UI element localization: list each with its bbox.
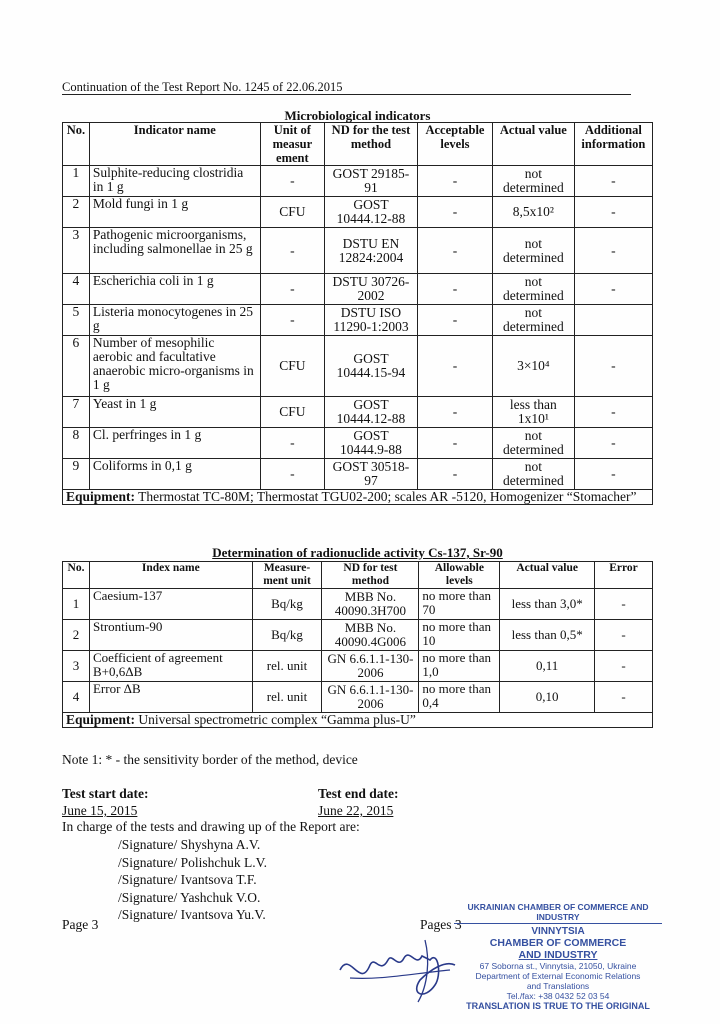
row-number: 8	[63, 428, 90, 459]
micro-column-header: Actual value	[493, 123, 575, 166]
signature-line: /Signature/ Yashchuk V.O.	[118, 889, 261, 905]
acceptable-level: -	[417, 305, 492, 336]
table-row	[63, 620, 653, 651]
actual-value: 3×10⁴	[493, 336, 575, 397]
additional-info: -	[574, 197, 652, 228]
row-number: 1	[63, 589, 90, 620]
nd-method: GOST 30518-97	[325, 459, 418, 490]
stamp-line: AND INDUSTRY	[518, 949, 598, 961]
additional-info: -	[574, 166, 652, 197]
additional-info: -	[574, 397, 652, 428]
index-name: Error ΔB	[89, 682, 252, 713]
handwritten-signature-icon	[330, 930, 470, 1010]
actual-value: not determined	[493, 166, 575, 197]
row-number: 5	[63, 305, 90, 336]
row-number: 6	[63, 336, 90, 397]
index-name: Strontium-90	[89, 620, 252, 651]
index-name: Coefficient of agreement B+0,6ΔB	[89, 651, 252, 682]
table-row	[63, 305, 653, 336]
radio-equipment-label: Equipment:	[66, 712, 136, 727]
indicator-name: Escherichia coli in 1 g	[89, 274, 260, 305]
table-row	[63, 228, 653, 274]
radio-table-body	[63, 589, 653, 713]
unit-value: CFU	[260, 336, 324, 397]
microbiological-table	[62, 109, 653, 505]
page-number: Page 3	[62, 917, 99, 932]
additional-info: -	[574, 336, 652, 397]
acceptable-level: -	[417, 459, 492, 490]
nd-method: GOST 10444.12-88	[325, 397, 418, 428]
test-end-date: June 22, 2015	[318, 803, 394, 818]
unit-value: rel. unit	[252, 651, 322, 682]
test-end-label: Test end date:	[318, 786, 399, 801]
unit-value: -	[260, 274, 324, 305]
table-row	[63, 651, 653, 682]
unit-value: -	[260, 305, 324, 336]
radio-column-header: ND for test method	[322, 562, 419, 589]
allowable-level: no more than 10	[419, 620, 500, 651]
radio-equipment-text: Universal spectrometric complex “Gamma plus-U”	[135, 712, 416, 727]
acceptable-level: -	[417, 397, 492, 428]
table-row	[63, 428, 653, 459]
signature-list	[118, 836, 267, 924]
allowable-level: no more than 70	[419, 589, 500, 620]
nd-method: DSTU ISO 11290-1:2003	[325, 305, 418, 336]
test-start-label: Test start date:	[62, 786, 149, 801]
nd-method: GN 6.6.1.1-130-2006	[322, 651, 419, 682]
signature-line: /Signature/ Ivantsova Yu.V.	[118, 907, 266, 922]
actual-value: 0,10	[500, 682, 595, 713]
stamp-line: VINNYTSIA	[531, 926, 585, 937]
acceptable-level: -	[417, 197, 492, 228]
report-continuation-header: Continuation of the Test Report No. 1245 of 22.06.2015	[62, 80, 343, 94]
row-number: 9	[63, 459, 90, 490]
micro-table-title: Microbiological indicators	[63, 109, 653, 123]
sensitivity-note: Note 1: * - the sensitivity border of the method, device	[62, 752, 358, 767]
radio-table-title: Determination of radionuclide activity Cs-137, Sr-90	[212, 545, 503, 560]
micro-equipment-label: Equipment:	[66, 489, 136, 504]
header-underline	[62, 94, 631, 95]
additional-info: -	[574, 459, 652, 490]
acceptable-level: -	[417, 228, 492, 274]
actual-value: not determined	[493, 305, 575, 336]
row-number: 2	[63, 197, 90, 228]
translation-stamp	[454, 902, 662, 1011]
actual-value: 8,5x10²	[493, 197, 575, 228]
micro-column-header: ND for the test method	[325, 123, 418, 166]
indicator-name: Yeast in 1 g	[89, 397, 260, 428]
micro-column-header: Acceptable levels	[417, 123, 492, 166]
nd-method: GOST 10444.9-88	[325, 428, 418, 459]
actual-value: less than 1x10¹	[493, 397, 575, 428]
in-charge-line: In charge of the tests and drawing up of the Report are:	[62, 819, 360, 834]
allowable-level: no more than 0,4	[419, 682, 500, 713]
index-name: Caesium-137	[89, 589, 252, 620]
table-row	[63, 682, 653, 713]
nd-method: DSTU 30726-2002	[325, 274, 418, 305]
row-number: 2	[63, 620, 90, 651]
row-number: 7	[63, 397, 90, 428]
table-row	[63, 274, 653, 305]
unit-value: CFU	[260, 197, 324, 228]
actual-value: not determined	[493, 459, 575, 490]
radio-column-header: Actual value	[500, 562, 595, 589]
nd-method: GOST 10444.12-88	[325, 197, 418, 228]
unit-value: Bq/kg	[252, 589, 322, 620]
stamp-line: UKRAINIAN CHAMBER OF COMMERCE AND INDUSTRY	[454, 902, 662, 924]
error-value: -	[595, 651, 653, 682]
nd-method: MBB No. 40090.4G006	[322, 620, 419, 651]
stamp-line: CHAMBER OF COMMERCE	[489, 937, 627, 949]
stamp-line: TRANSLATION IS TRUE TO THE ORIGINAL	[466, 1001, 650, 1011]
test-start-date: June 15, 2015	[62, 803, 138, 818]
radionuclide-table	[62, 561, 653, 728]
radio-column-header: Allowable levels	[419, 562, 500, 589]
table-row	[63, 336, 653, 397]
acceptable-level: -	[417, 336, 492, 397]
row-number: 1	[63, 166, 90, 197]
indicator-name: Cl. perfringes in 1 g	[89, 428, 260, 459]
unit-value: -	[260, 166, 324, 197]
indicator-name: Listeria monocytogenes in 25 g	[89, 305, 260, 336]
micro-column-header: Additional information	[574, 123, 652, 166]
error-value: -	[595, 682, 653, 713]
actual-value: not determined	[493, 228, 575, 274]
acceptable-level: -	[417, 428, 492, 459]
table-row	[63, 197, 653, 228]
nd-method: MBB No. 40090.3H700	[322, 589, 419, 620]
actual-value: less than 0,5*	[500, 620, 595, 651]
indicator-name: Sulphite-reducing clostridia in 1 g	[89, 166, 260, 197]
indicator-name: Mold fungi in 1 g	[89, 197, 260, 228]
micro-column-header: No.	[63, 123, 90, 166]
additional-info: -	[574, 274, 652, 305]
error-value: -	[595, 620, 653, 651]
additional-info: -	[574, 428, 652, 459]
nd-method: DSTU EN 12824:2004	[325, 228, 418, 274]
stamp-line: Department of External Economic Relations	[475, 971, 641, 981]
signature-line: /Signature/ Ivantsova T.F.	[118, 872, 257, 887]
unit-value: Bq/kg	[252, 620, 322, 651]
additional-info: -	[574, 228, 652, 274]
micro-equipment-cell	[63, 490, 653, 505]
actual-value: 0,11	[500, 651, 595, 682]
allowable-level: no more than 1,0	[419, 651, 500, 682]
error-value: -	[595, 589, 653, 620]
pages-total: Pages 3	[420, 917, 462, 932]
nd-method: GN 6.6.1.1-130-2006	[322, 682, 419, 713]
table-row	[63, 459, 653, 490]
radio-equipment-cell	[63, 713, 653, 728]
radio-column-header: Index name	[89, 562, 252, 589]
table-row	[63, 166, 653, 197]
unit-value: CFU	[260, 397, 324, 428]
nd-method: GOST 10444.15-94	[325, 336, 418, 397]
stamp-line: 67 Soborna st., Vinnytsia, 21050, Ukraine	[479, 961, 637, 971]
indicator-name: Coliforms in 0,1 g	[89, 459, 260, 490]
unit-value: -	[260, 428, 324, 459]
micro-equipment-text: Thermostat TC-80M; Thermostat TGU02-200; scales AR -5120, Homogenizer “Stomacher”	[135, 489, 637, 504]
radio-column-header: Error	[595, 562, 653, 589]
table-row	[63, 589, 653, 620]
actual-value: not determined	[493, 428, 575, 459]
radio-column-header: Measure- ment unit	[252, 562, 322, 589]
nd-method: GOST 29185-91	[325, 166, 418, 197]
micro-column-header: Indicator name	[89, 123, 260, 166]
acceptable-level: -	[417, 274, 492, 305]
unit-value: rel. unit	[252, 682, 322, 713]
stamp-line: and Translations	[526, 981, 590, 991]
signature-line: /Signature/ Polishchuk L.V.	[118, 854, 268, 870]
radio-header-row	[63, 562, 653, 589]
row-number: 4	[63, 682, 90, 713]
unit-value: -	[260, 459, 324, 490]
acceptable-level: -	[417, 166, 492, 197]
micro-header-row	[63, 123, 653, 166]
actual-value: not determined	[493, 274, 575, 305]
table-row	[63, 397, 653, 428]
indicator-name: Pathogenic microorganisms, including salmonellae in 25 g	[89, 228, 260, 274]
micro-column-header: Unit of measur ement	[260, 123, 324, 166]
indicator-name: Number of mesophilic aerobic and facultative anaerobic micro-organisms in 1 g	[89, 336, 260, 397]
row-number: 3	[63, 228, 90, 274]
unit-value: -	[260, 228, 324, 274]
actual-value: less than 3,0*	[500, 589, 595, 620]
micro-table-body	[63, 166, 653, 490]
row-number: 4	[63, 274, 90, 305]
additional-info	[574, 305, 652, 336]
row-number: 3	[63, 651, 90, 682]
radio-column-header: No.	[63, 562, 90, 589]
stamp-line: Tel./fax: +38 0432 52 03 54	[506, 991, 610, 1001]
signature-line: /Signature/ Shyshyna A.V.	[118, 837, 261, 852]
